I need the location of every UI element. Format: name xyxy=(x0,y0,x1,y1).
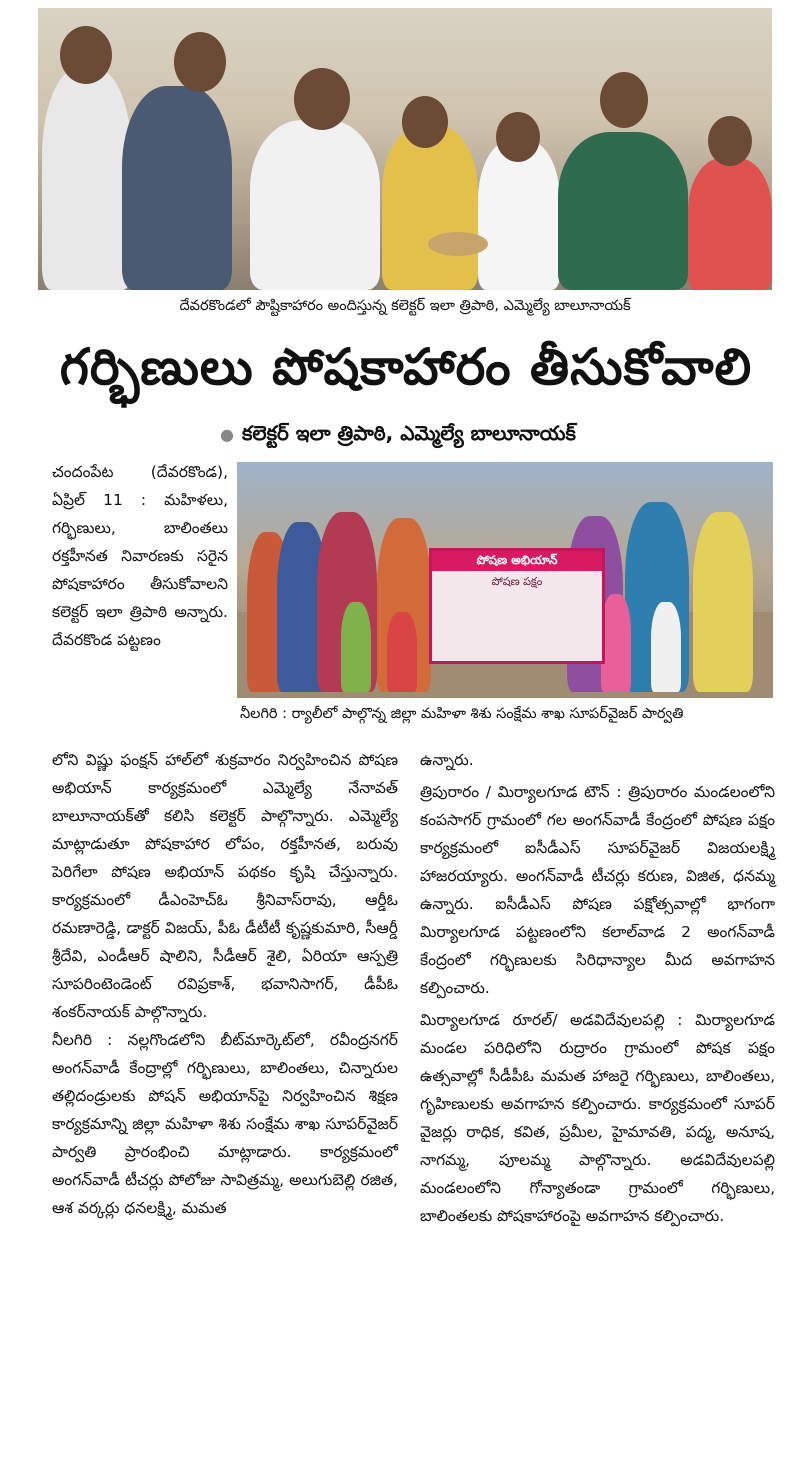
article-column-left xyxy=(52,746,398,1222)
person-figure xyxy=(382,126,478,290)
child-figure xyxy=(341,602,371,692)
person-figure xyxy=(478,140,560,290)
gift-basket xyxy=(428,232,488,256)
page-title: గర్భిణులు పోషకాహారం తీసుకోవాలి xyxy=(59,338,753,396)
child-figure xyxy=(601,594,631,692)
person-head xyxy=(174,32,226,92)
person-figure xyxy=(688,158,772,290)
subheadline-text: కలెక్టర్ ఇలా త్రిపాఠి, ఎమ్మెల్యే బాలూనాయక్ xyxy=(241,421,576,445)
child-figure xyxy=(387,612,417,692)
person-figure xyxy=(693,512,753,692)
subheadline xyxy=(220,418,775,450)
article-paragraph: నీలగిరి : నల్లగొండలోని బీట్‌మార్కెట్‌లో, రవీంద్రనగర్ అంగన్‌వాడీ కేంద్రాల్లో గర్భిణులు, బాలింతలు, చిన్నారుల తల్లిదండ్రులకు పోషన్ అభియాన్‌పై నిర్వహించిన శిక్షణ కార్యక్రమాన్ని జిల్లా మహిళా శిశు సంక్షేమ శాఖ సూపర్‌వైజర్ పార్వతి ప్రారంభించి మాట్లాడారు. కార్యక్రమంలో అంగన్‌వాడీ టీచర్లు పోలోజు సావిత్రమ్మ, అలుగుబెల్లి రజిత, ఆశ వర్కర్లు ధనలక్ష్మి, మమత xyxy=(52,1031,398,1217)
rally-banner xyxy=(429,548,605,664)
child-figure xyxy=(651,602,681,692)
person-head xyxy=(60,26,112,84)
person-head xyxy=(708,116,752,166)
article-paragraph: త్రిపురారం / మిర్యాలగూడ టౌన్ : త్రిపురారం మండలంలోని కంపసాగర్ గ్రామంలో గల అంగన్‌వాడీ కేంద్రంలో పోషణ పక్షం కార్యక్రమంలో ఐసీడీఎస్ సూపర్‌వైజర్ విజయలక్ష్మి హాజరయ్యారు. అంగన్‌వాడీ టీచర్లు కరుణ, విజిత, ధనమ్మ ఉన్నారు. ఐసీడీఎస్ పోషణ పక్షోత్సవాల్లో భాగంగా మిర్యాలగూడ పట్టణంలోని కలాల్‌వాడ 2 అంగన్‌వాడీ కేంద్రంలో గర్భిణులకు సిరిధాన్యాల మీద అవగాహన కల్పించారు. xyxy=(420,783,775,997)
bullet-icon: ● xyxy=(220,425,234,444)
article-paragraph: మిర్యాలగూడ రూరల్/ అడవిదేవులపల్లి : మిర్యాలగూడ మండల పరిధిలోని రుద్రారం గ్రామంలో పోషక పక్షం ఉత్సవాల్లో సీడీపీఓ మమత హాజరై గర్భిణులు, బాలింతలు, గృహిణులకు అవగాహన కల్పించారు. కార్యక్రమంలో సూపర్ వైజర్లు రాధిక, కవిత, ప్రమీల, హైమావతి, పద్మ, అనూష, నాగమ్మ, పూలమ్మ పాల్గొన్నారు. అడవిదేవులపల్లి మండలంలోని గోన్యాతండా గ్రామంలో గర్భిణులు, బాలింతలకు పోషకాహారంపై అవగాహన కల్పించారు. xyxy=(420,1011,775,1225)
person-head xyxy=(294,68,350,130)
photo-caption: నీలగిరి : ర్యాలీలో పాల్గొన్న జిల్లా మహిళా శిశు సంక్షేమ శాఖ సూపర్‌వైజర్ పార్వతి xyxy=(240,706,684,722)
person-figure xyxy=(558,132,688,290)
article-paragraph: ఉన్నారు. xyxy=(420,751,474,769)
article-paragraph: లోని విష్ణు ఫంక్షన్ హాల్‌లో శుక్రవారం నిర్వహించిన పోషణ అభియాన్ కార్యక్రమంలో ఎమ్మెల్యే నేనావత్ బాలూనాయక్‌తో కలిసి కలెక్టర్ పాల్గొన్నారు. ఎమ్మెల్యే మాట్లాడుతూ పోషకాహార లోపం, రక్తహీనత, బరువు పెరిగేలా పోషణ అభియాన్ పథకం కృషి చేస్తున్నారు. కార్యక్రమంలో డీఎంహెచ్ఓ శ్రీనివాస్‌రావు, ఆర్డీఓ రమణారెడ్డి, డాక్టర్ విజయ్, పీఓ డీటీటీ కృష్ణకుమారి, సీఆర్డీ శ్రీదేవి, ఎండీఆర్ షాలిని, సీడీఆర్ శైలి, ఏరియా ఆస్పత్రి సూపరింటెండెంట్ రవిప్రకాశ్, భవానిసాగర్, డీపీఓ శంకర్‌నాయక్ పాల్గొన్నారు. xyxy=(52,751,398,1021)
person-head xyxy=(496,112,540,162)
person-figure xyxy=(122,86,232,290)
article-column-right xyxy=(420,746,775,1234)
article-column-intro xyxy=(52,458,228,654)
person-head xyxy=(600,72,648,128)
person-figure xyxy=(250,120,380,290)
person-figure xyxy=(42,68,132,290)
banner-title: పోషణ అభియాన్ xyxy=(476,553,558,567)
person-head xyxy=(402,96,448,148)
rally-photo xyxy=(237,462,773,698)
photo-caption: దేవరకొండలో పౌష్టికాహారం అందిస్తున్న కలెక్టర్ ఇలా త్రిపాఠి, ఎమ్మెల్యే బాలూనాయక్ xyxy=(179,298,631,314)
event-photo xyxy=(38,8,772,290)
banner-subtitle: పోషణ పక్షం xyxy=(491,575,543,588)
article-paragraph: చందంపేట (దేవరకొండ), ఏప్రిల్ 11 : మహిళలు, గర్భిణులు, బాలింతలు రక్తహీనత నివారణకు సరైన పోషకాహారం తీసుకోవాలని కలెక్టర్ ఇలా త్రిపాఠి అన్నారు. దేవరకొండ పట్టణం xyxy=(52,463,228,649)
